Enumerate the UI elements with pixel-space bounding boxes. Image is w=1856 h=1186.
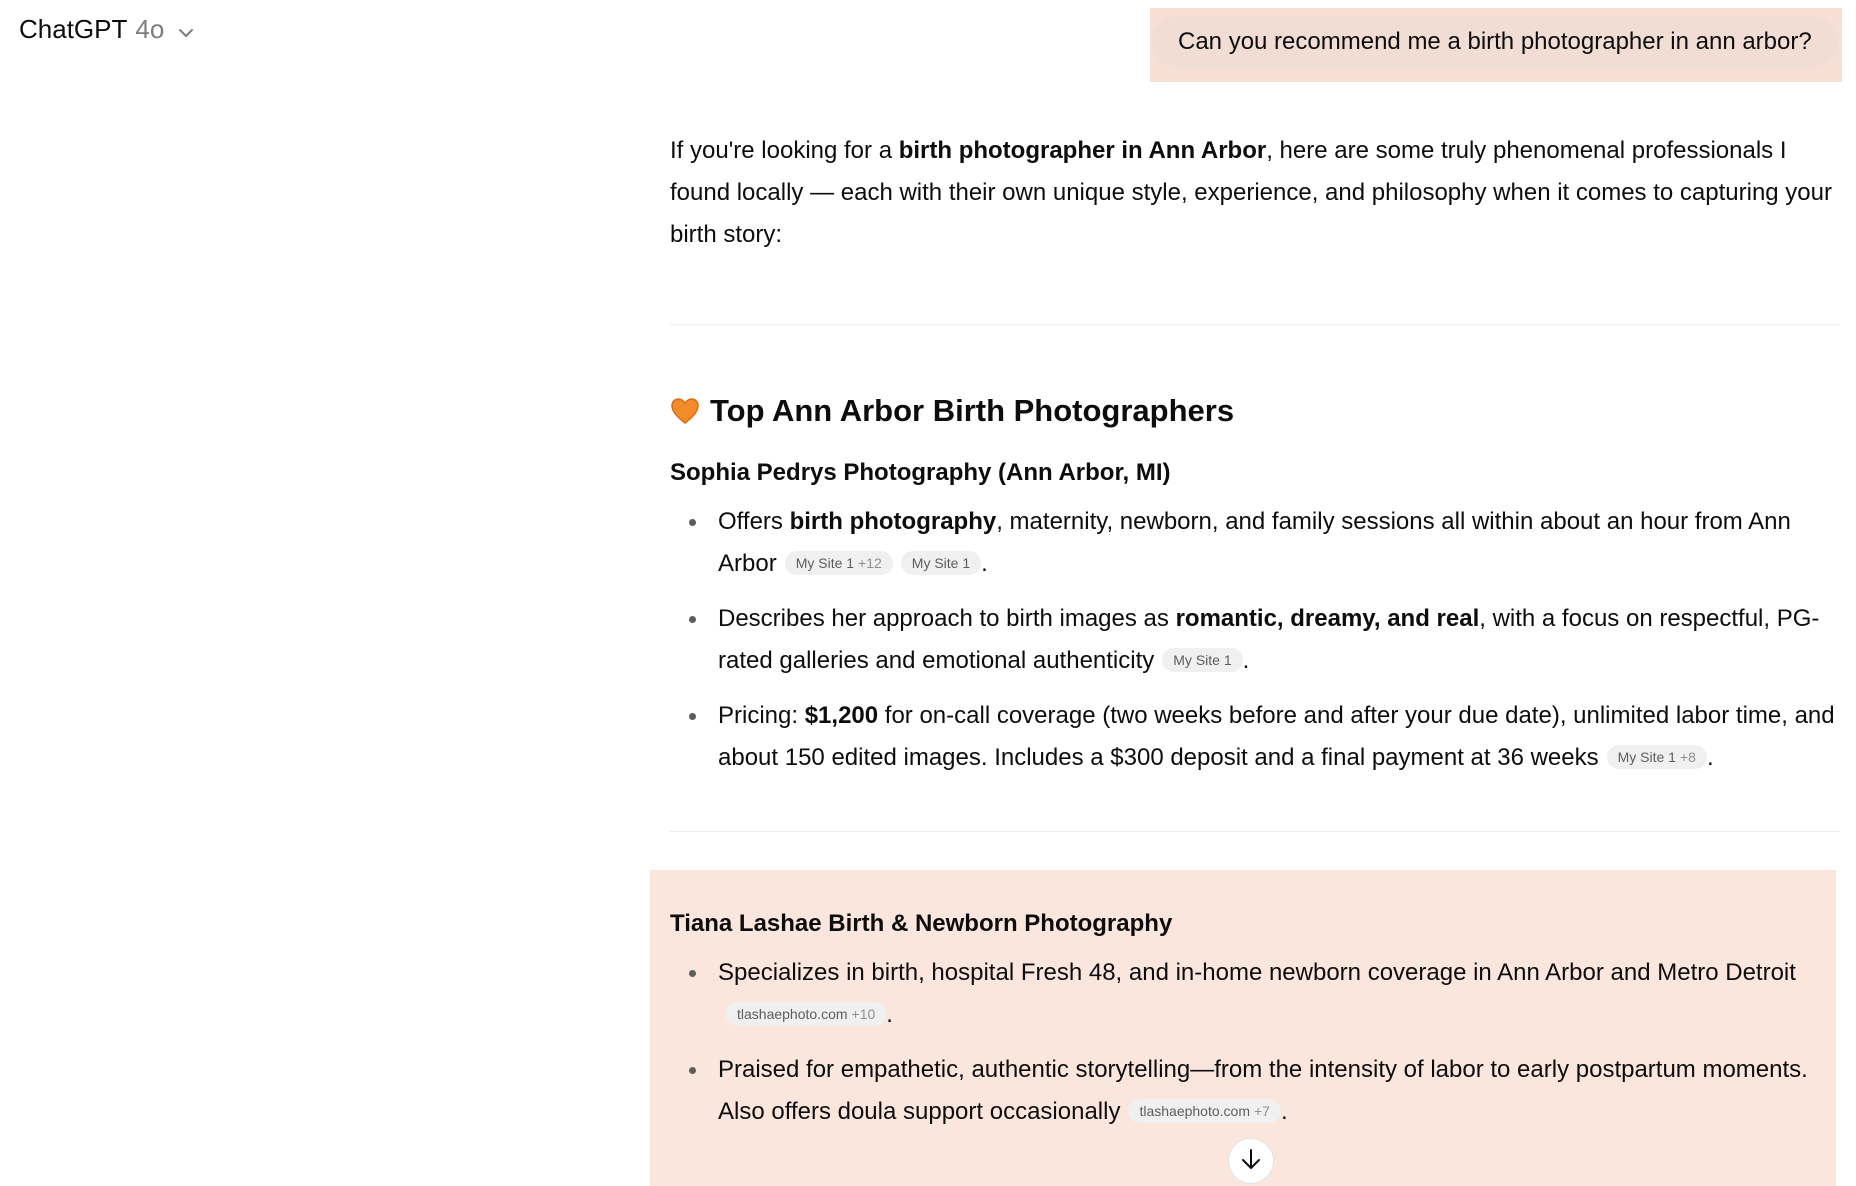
scroll-to-bottom-button[interactable]	[1228, 1138, 1274, 1184]
intro-bold: birth photographer in Ann Arbor	[898, 137, 1267, 164]
citation-chip[interactable]: My Site 1	[901, 551, 981, 575]
photographer-name: Tiana Lashae Birth & Newborn Photography	[670, 910, 1173, 937]
user-message-bubble: Can you recommend me a birth photographer in ann arbor?	[1152, 16, 1838, 68]
orange-heart-icon	[670, 397, 700, 425]
list-item: Specializes in birth, hospital Fresh 48, and in-home newborn coverage in Ann Arbor and Metro Detroittlashaephoto.com +10 .	[670, 952, 1840, 1036]
citation-chip[interactable]: tlashaephoto.com +7	[1128, 1099, 1281, 1123]
list-item: Praised for empathetic, authentic storytelling—from the intensity of labor to early postpartum moments. Also offers doula support occasionally tlashaephoto.com +7 .	[670, 1049, 1840, 1133]
app-title: ChatGPT	[19, 14, 128, 44]
citation-chip[interactable]: My Site 1 +12	[785, 551, 893, 575]
citation-chip[interactable]: My Site 1	[1162, 648, 1242, 672]
citation-chip[interactable]: tlashaephoto.com +10	[726, 1002, 886, 1026]
model-selector[interactable]	[19, 14, 194, 45]
citation-chip[interactable]: My Site 1 +8	[1607, 745, 1707, 769]
model-name: 4o	[135, 14, 165, 44]
divider	[670, 324, 1840, 325]
list-item: Describes her approach to birth images as romantic, dreamy, and real, with a focus on respectful, PG-rated galleries and emotional authenticity My Site 1 .	[670, 598, 1840, 682]
section-heading: Top Ann Arbor Birth Photographers	[670, 391, 1840, 431]
photographer-details-list	[670, 501, 1840, 779]
photographer-details-list	[670, 952, 1840, 1133]
photographer-name: Sophia Pedrys Photography (Ann Arbor, MI)	[670, 459, 1171, 486]
arrow-down-icon	[1240, 1147, 1262, 1176]
list-item: Offers birth photography, maternity, newborn, and family sessions all within about an hour from Ann Arbor My Site 1 +12 My Site 1 .	[670, 501, 1840, 585]
intro-paragraph: If you're looking for a birth photographer in Ann Arbor, here are some truly phenomenal professionals I found locally — each with their own unique style, experience, and philosophy when it comes to capturing your birth story:	[670, 137, 1832, 248]
list-item: Pricing: $1,200 for on-call coverage (two weeks before and after your due date), unlimited labor time, and about 150 edited images. Includes a $300 deposit and a final payment at 36 weeks My Site 1 +8 .	[670, 695, 1840, 779]
divider	[670, 831, 1840, 832]
chevron-down-icon	[170, 14, 194, 45]
photographer-section-2	[670, 908, 1840, 1146]
assistant-response	[670, 130, 1840, 832]
